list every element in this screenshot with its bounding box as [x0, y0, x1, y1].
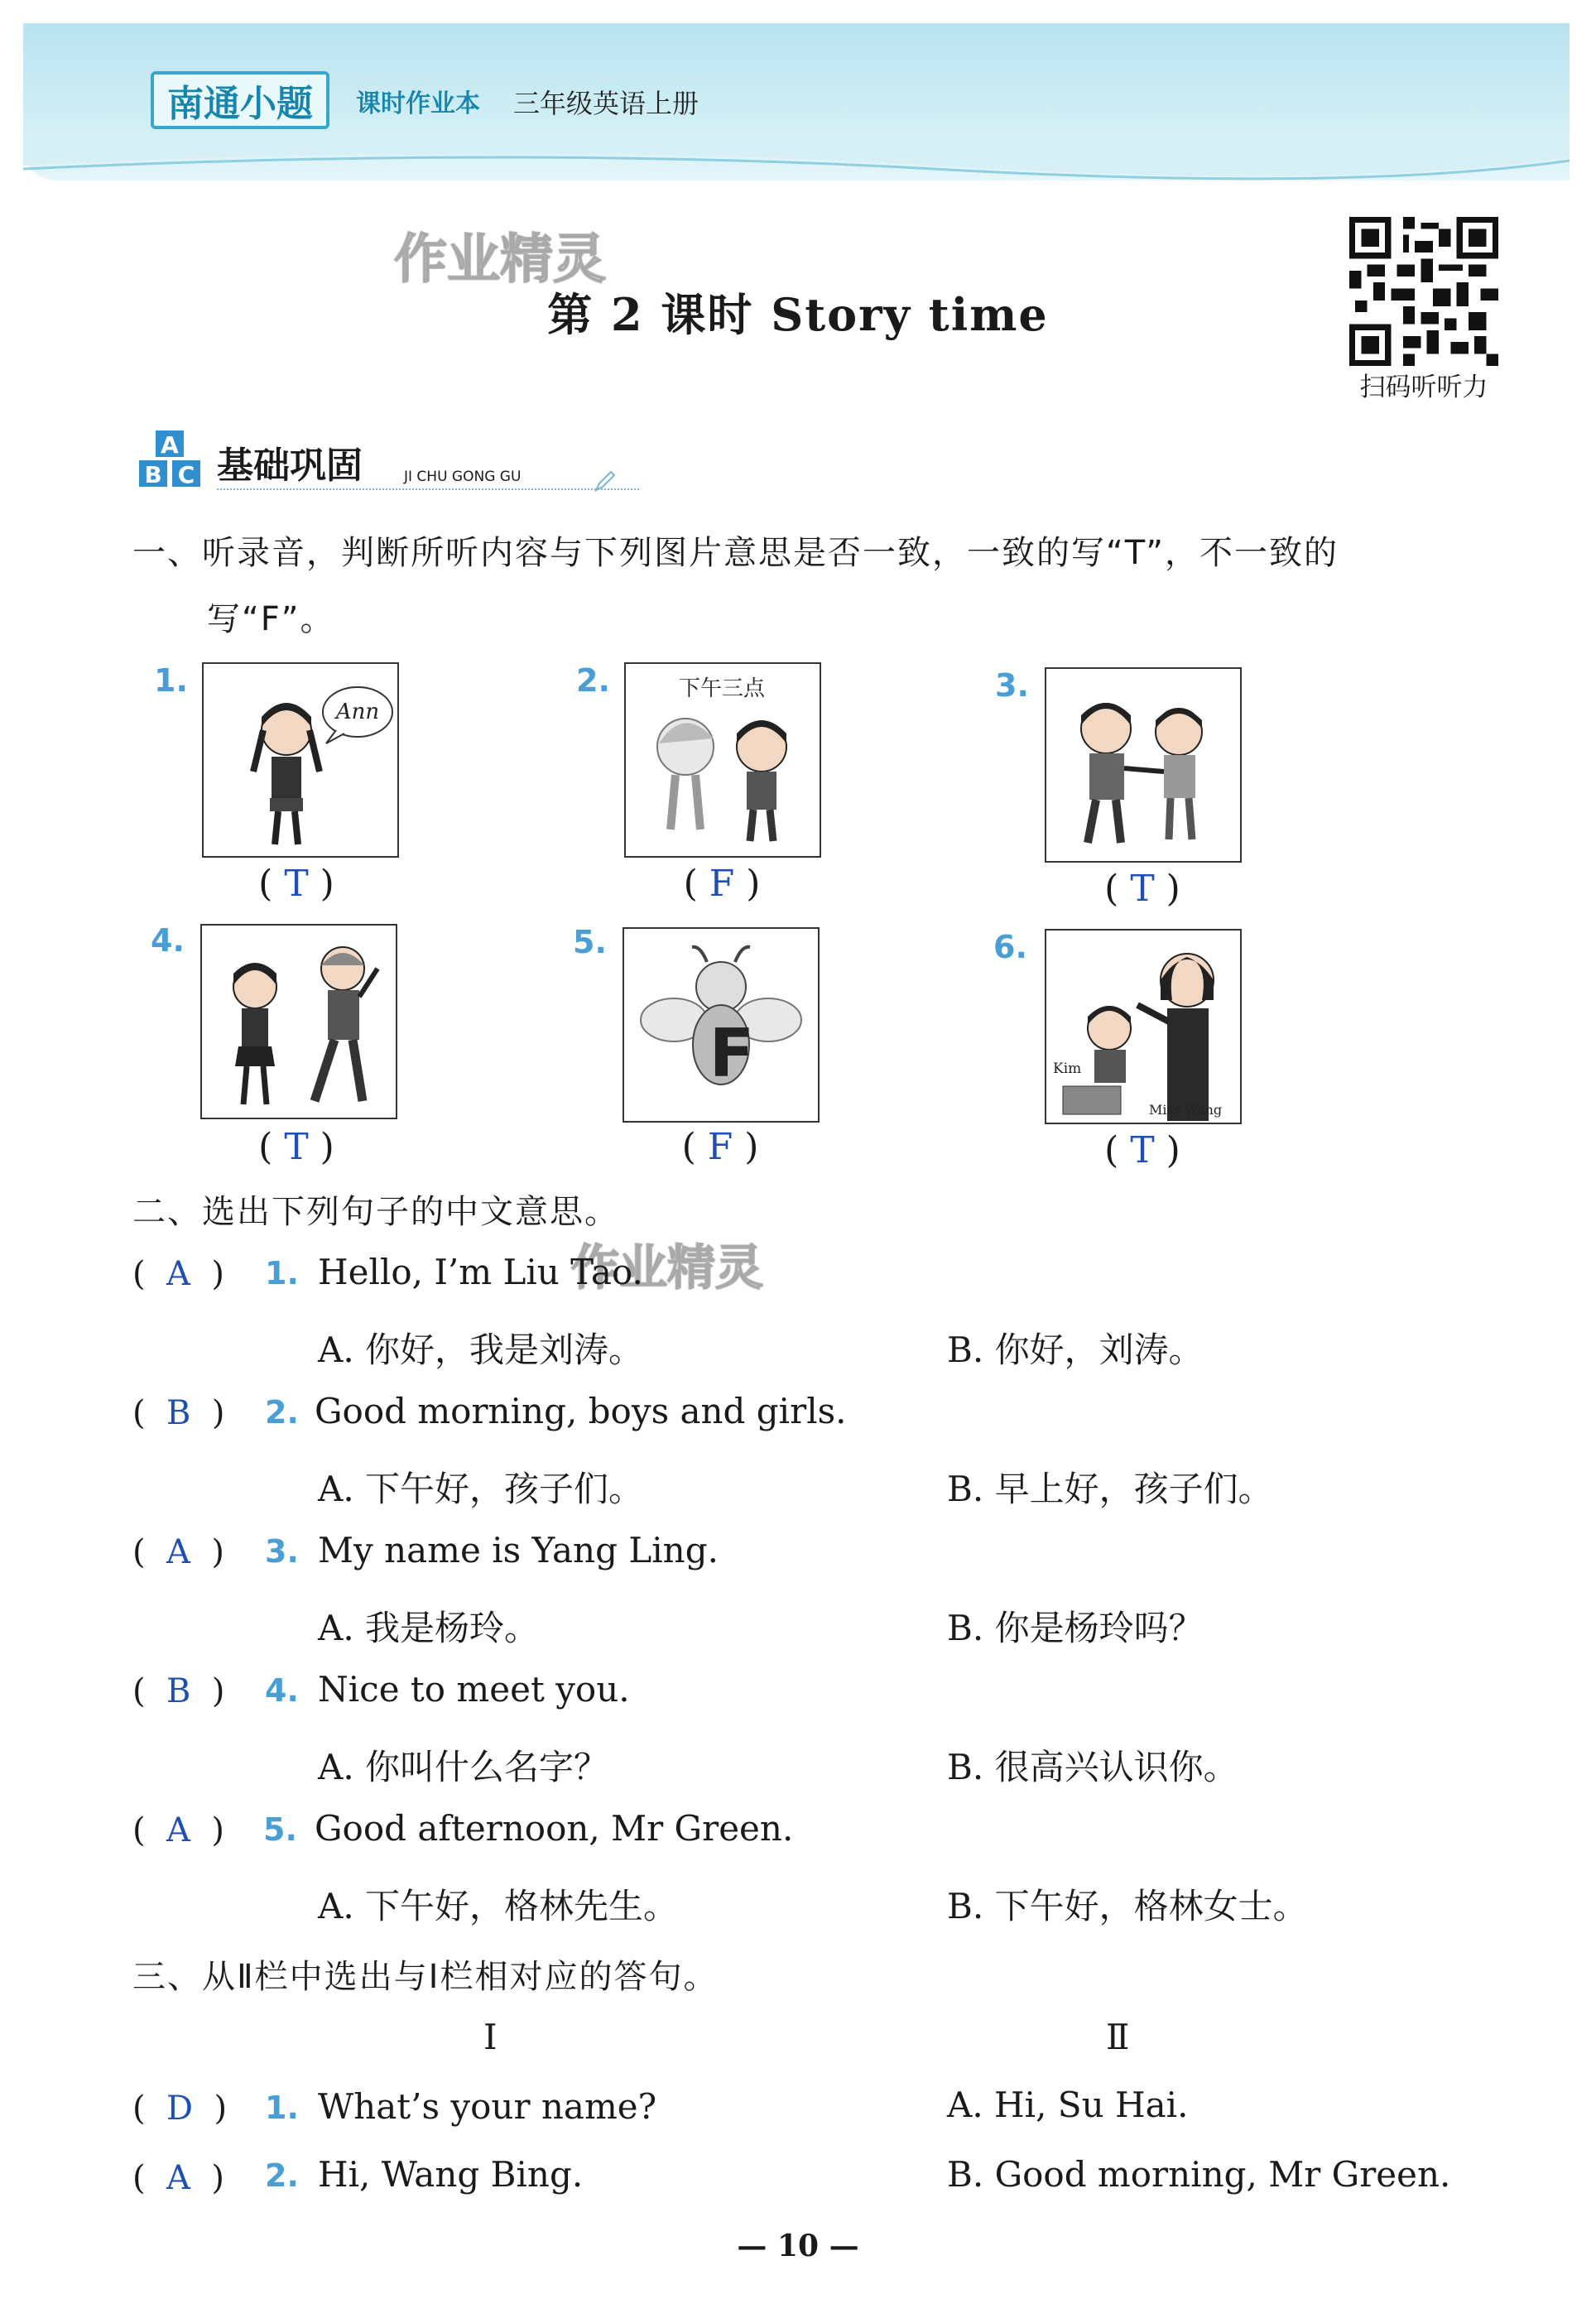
q2-answer-4: ( B )	[132, 1672, 225, 1710]
q3-item-number: 1.	[265, 2090, 299, 2126]
q3-heading: 三、从Ⅱ栏中选出与Ⅰ栏相对应的答句。	[132, 1958, 719, 1996]
picture-bee-letter-f	[623, 927, 820, 1123]
answer-letter: A	[166, 1811, 190, 1849]
q1-answer-2: ( F )	[683, 863, 761, 905]
answer-letter: F	[707, 1126, 733, 1168]
abc-letter-a: A	[161, 431, 179, 459]
q1-item-number: 1.	[154, 662, 188, 699]
q2-sentence: Good morning, boys and girls.	[315, 1391, 847, 1431]
q2-option-a: A. 下午好，格林先生。	[318, 1886, 679, 1926]
label-miss-wang: Miss Wang	[1149, 1102, 1223, 1118]
q3-option: A. Hi, Su Hai.	[947, 2085, 1189, 2125]
q2-option-b: B. 下午好，格林女士。	[947, 1886, 1308, 1926]
q2-option-a: A. 你叫什么名字？	[318, 1747, 609, 1787]
q3-column-2-heading: Ⅱ	[1106, 2017, 1130, 2057]
answer-letter: A	[166, 1255, 190, 1293]
q3-question: What’s your name?	[318, 2086, 657, 2127]
pencil-icon	[593, 469, 618, 493]
abc-letter-b: B	[144, 461, 162, 488]
q1-answer-3: ( T )	[1104, 868, 1180, 910]
q2-item-number: 5.	[263, 1811, 297, 1848]
watermark-top: 作业精灵	[394, 229, 606, 291]
q2-item-number: 4.	[265, 1672, 299, 1709]
q2-item-number: 2.	[265, 1394, 299, 1431]
q1-item-number: 2.	[576, 662, 610, 699]
answer-letter: B	[166, 1672, 191, 1710]
q1-answer-1: ( T )	[258, 863, 334, 905]
q1-item-number: 6.	[993, 929, 1027, 965]
answer-letter: A	[166, 1533, 190, 1571]
q2-option-a: A. 你好，我是刘涛。	[318, 1330, 644, 1370]
book-title: 三年级英语上册	[513, 88, 699, 119]
q1-item-number: 5.	[573, 924, 607, 960]
section-pinyin: JI CHU GONG GU	[404, 469, 522, 485]
q2-heading: 二、选出下列句子的中文意思。	[132, 1193, 619, 1231]
q2-option-a: A. 下午好，孩子们。	[318, 1469, 644, 1509]
section-underline	[217, 488, 639, 490]
q2-answer-1: ( A )	[132, 1255, 224, 1293]
q2-answer-2: ( B )	[132, 1394, 225, 1432]
section-title: 基础巩固	[217, 445, 363, 487]
q2-sentence: Nice to meet you.	[318, 1669, 630, 1710]
picture-kim-miss-wang	[1045, 929, 1242, 1124]
q3-option: B. Good morning, Mr Green.	[947, 2154, 1451, 2195]
answer-letter: T	[1130, 1129, 1155, 1171]
picture-afternoon-greeting	[624, 662, 821, 858]
label-kim: Kim	[1053, 1060, 1082, 1077]
brand-logo: 南通小题	[151, 71, 329, 129]
answer-letter: A	[166, 2159, 190, 2197]
answer-letter: T	[284, 863, 309, 905]
q2-sentence: Good afternoon, Mr Green.	[315, 1808, 794, 1849]
q3-answer-1: ( D )	[132, 2090, 228, 2128]
q3-column-1-heading: Ⅰ	[483, 2017, 498, 2057]
q1-item-number: 3.	[995, 667, 1029, 704]
picture-girl-ann	[202, 662, 399, 858]
speech-ann: Ann	[335, 700, 380, 724]
bee-letter: F	[709, 1015, 755, 1092]
brand-subtitle: 课时作业本	[356, 89, 480, 118]
q1-answer-5: ( F )	[681, 1126, 759, 1168]
q2-sentence: Hello, I’m Liu Tao.	[318, 1252, 643, 1292]
header-wave	[23, 141, 1570, 190]
watermark-middle: 作业精灵	[571, 1239, 764, 1296]
q2-option-b: B. 你是杨玲吗？	[947, 1608, 1204, 1648]
q2-item-number: 3.	[265, 1533, 299, 1570]
answer-letter: B	[166, 1394, 191, 1432]
answer-letter: D	[166, 2090, 194, 2128]
q1-answer-4: ( T )	[258, 1126, 334, 1168]
page-number: — 10 —	[737, 2229, 859, 2263]
answer-letter: T	[284, 1126, 309, 1168]
picture-kids-waving	[200, 924, 397, 1119]
q1-heading-cont: 写“F”。	[207, 600, 335, 638]
answer-letter: T	[1130, 868, 1155, 910]
q1-answer-6: ( T )	[1104, 1129, 1180, 1171]
q2-item-number: 1.	[265, 1255, 299, 1291]
q2-option-a: A. 我是杨玲。	[318, 1608, 540, 1648]
q2-answer-5: ( A )	[132, 1811, 224, 1849]
q2-answer-3: ( A )	[132, 1533, 224, 1571]
abc-blocks-icon	[137, 429, 204, 488]
qr-code[interactable]	[1349, 217, 1498, 366]
q3-question: Hi, Wang Bing.	[318, 2154, 584, 2195]
q2-option-b: B. 很高兴认识你。	[947, 1747, 1238, 1787]
q3-item-number: 2.	[265, 2157, 299, 2194]
lesson-title: 第 2 课时 Story time	[547, 288, 1049, 341]
q1-heading: 一、听录音，判断所听内容与下列图片意思是否一致，一致的写“T”，不一致的	[132, 534, 1339, 572]
q3-answer-2: ( A )	[132, 2159, 224, 2197]
picture-caption: 下午三点	[678, 676, 766, 701]
abc-letter-c: C	[177, 461, 195, 488]
qr-caption: 扫码听听力	[1359, 373, 1488, 402]
answer-letter: F	[709, 863, 735, 905]
picture-boys-handshake	[1045, 667, 1242, 863]
q2-option-b: B. 你好，刘涛。	[947, 1330, 1204, 1370]
q2-sentence: My name is Yang Ling.	[318, 1530, 719, 1570]
q2-option-b: B. 早上好，孩子们。	[947, 1469, 1273, 1509]
q1-item-number: 4.	[151, 922, 185, 959]
